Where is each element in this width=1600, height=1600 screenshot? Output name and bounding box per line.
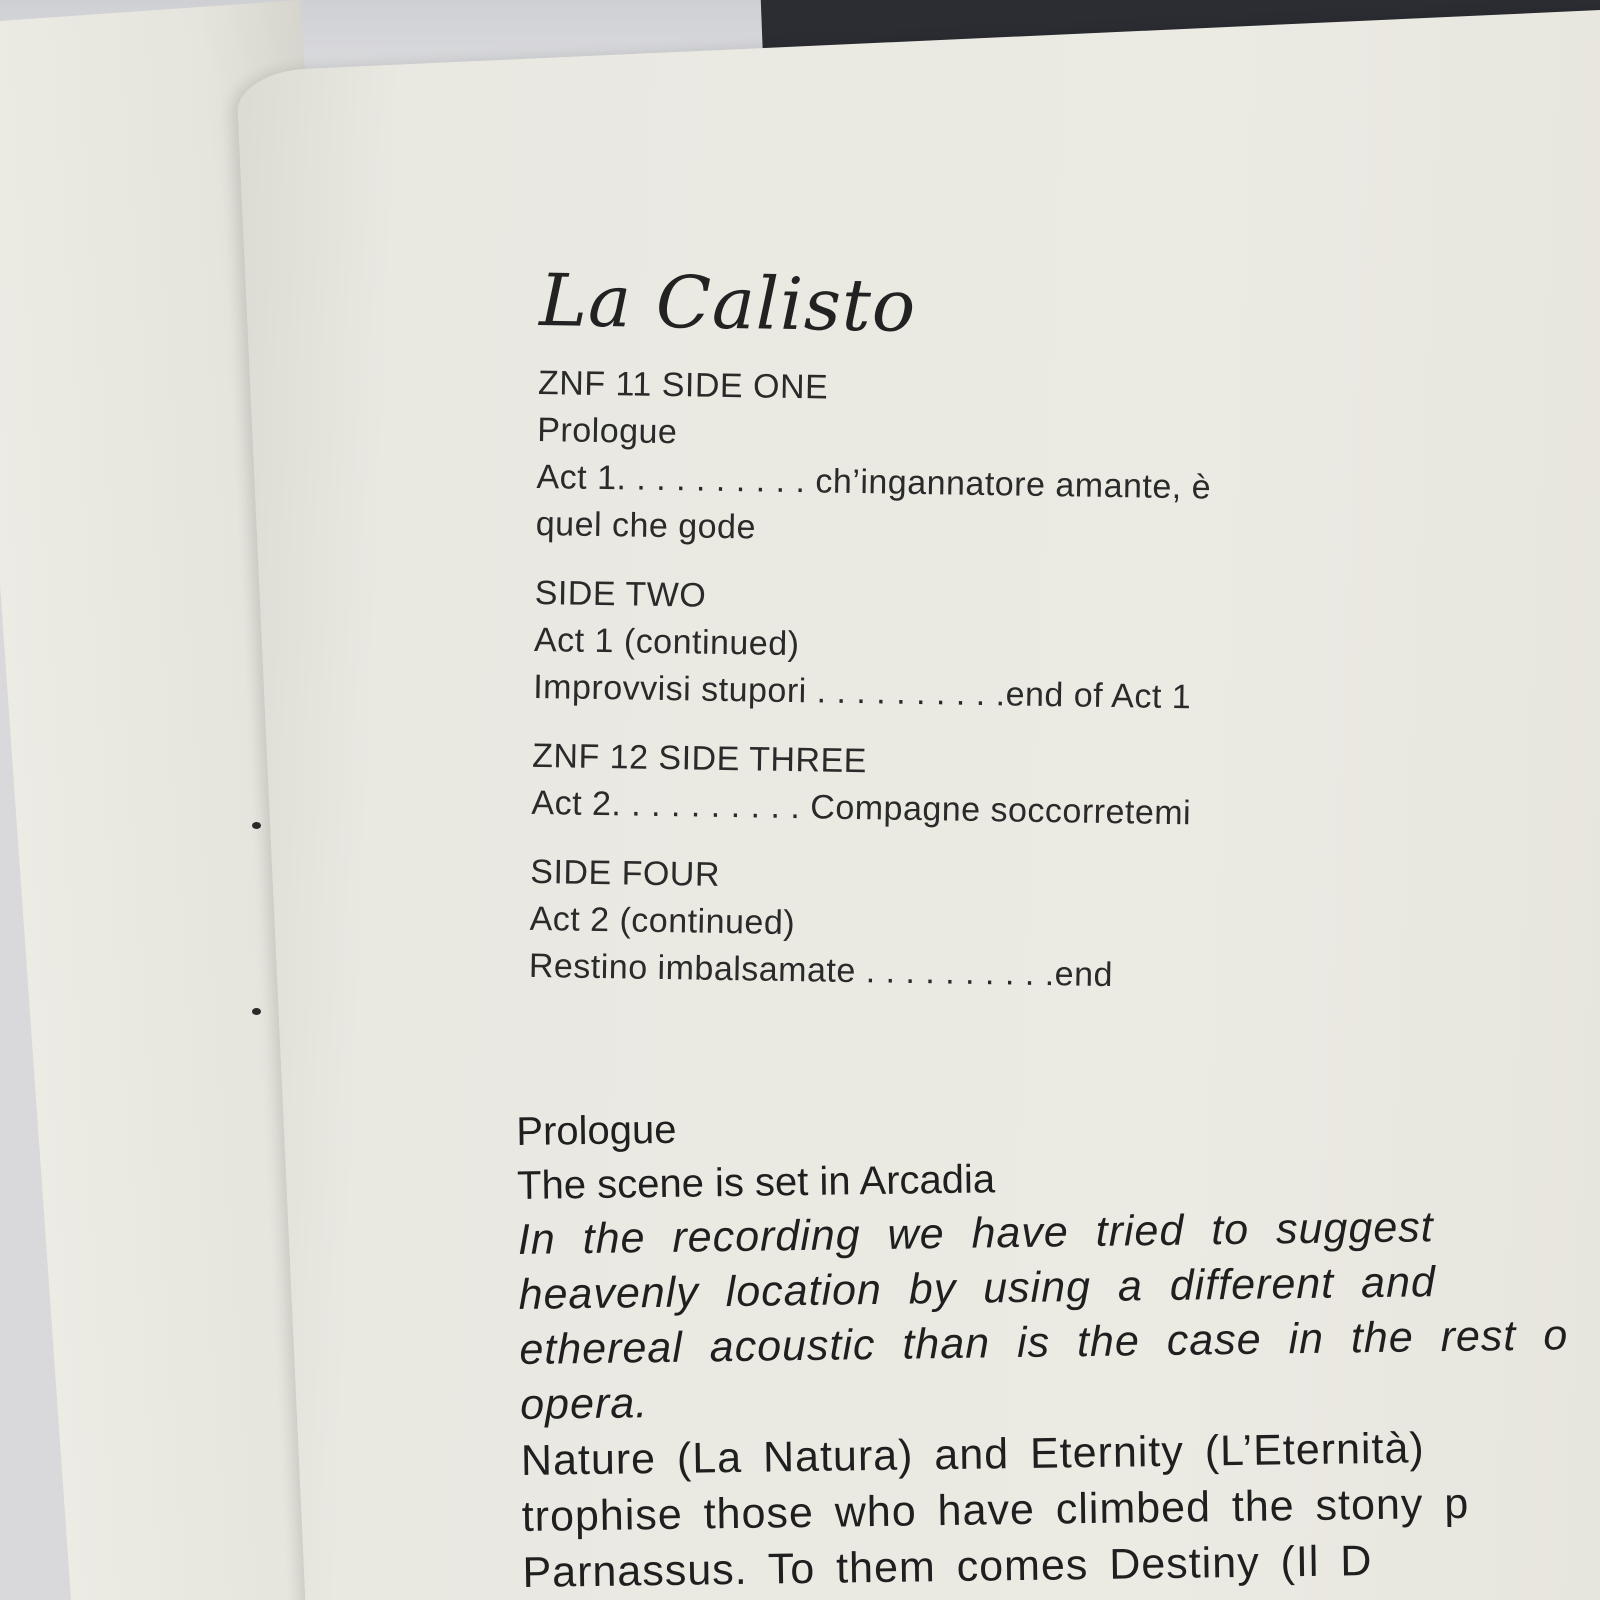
track-line: Act 1. . . . . . . . . . ch’ingannatore amante, è bbox=[536, 457, 1212, 507]
track-line: Act 2 (continued) bbox=[529, 899, 796, 943]
body-line: Nature (La Natura) and Eternity (L’Eternità) bbox=[520, 1424, 1425, 1485]
italic-note-line: heavenly location by using a different and bbox=[518, 1258, 1437, 1319]
binding-stitch bbox=[252, 822, 261, 829]
binding-stitch bbox=[252, 1008, 261, 1015]
side-heading: SIDE TWO bbox=[534, 573, 707, 615]
italic-note-line: ethereal acoustic than is the case in the rest o bbox=[519, 1311, 1569, 1374]
italic-note-line: In the recording we have tried to suggest bbox=[517, 1203, 1434, 1264]
track-line: Prologue bbox=[536, 410, 678, 452]
italic-note-line: opera. bbox=[519, 1379, 649, 1429]
track-line: quel che gode bbox=[535, 504, 757, 547]
section-heading: Prologue bbox=[516, 1107, 677, 1154]
track-line: Restino imbalsamate . . . . . . . . . .end bbox=[528, 946, 1114, 995]
prologue-section bbox=[516, 1089, 1600, 1600]
body-line: Parnassus. To them comes Destiny (Il D bbox=[522, 1537, 1373, 1597]
track-line: Act 1 (continued) bbox=[533, 620, 800, 664]
tracklist-block bbox=[529, 258, 1380, 1003]
side-heading: SIDE FOUR bbox=[530, 852, 721, 894]
track-line: Act 2. . . . . . . . . . Compagne soccorretemi bbox=[531, 783, 1192, 833]
track-line: Improvvisi stupori . . . . . . . . . .end of Act 1 bbox=[532, 667, 1192, 717]
body-line: trophise those who have climbed the stony p bbox=[521, 1479, 1470, 1541]
side-heading: ZNF 12 SIDE THREE bbox=[531, 736, 868, 781]
page-title: La Calisto bbox=[538, 258, 917, 348]
setting-line: The scene is set in Arcadia bbox=[516, 1157, 996, 1208]
side-heading: ZNF 11 SIDE ONE bbox=[537, 363, 829, 407]
